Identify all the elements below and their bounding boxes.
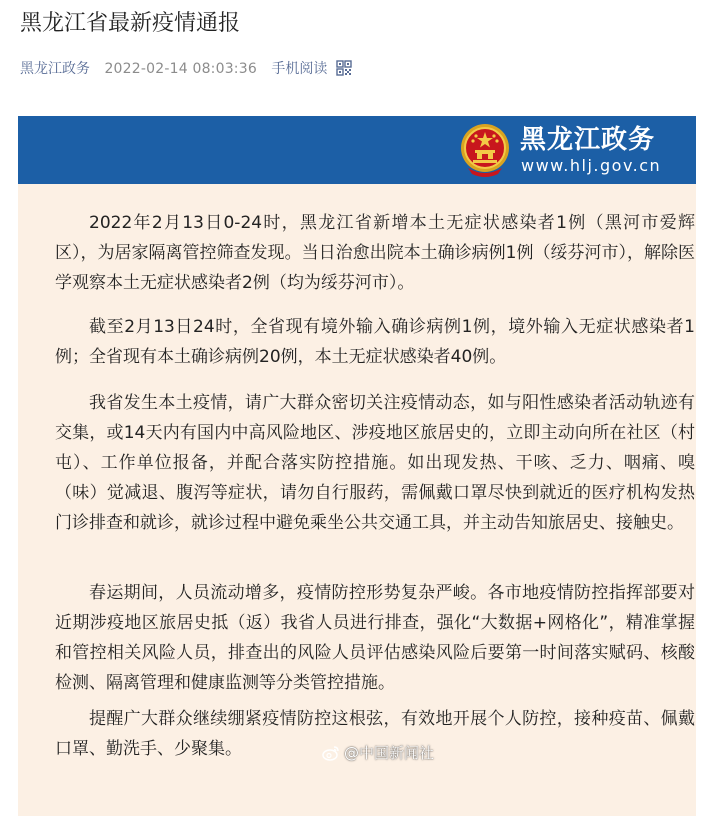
banner-site-name: 黑龙江政务 — [520, 125, 656, 155]
publish-date: 2022-02-14 08:03:36 — [104, 61, 257, 77]
header-banner — [18, 116, 696, 184]
source-watermark — [322, 742, 434, 764]
article-body — [18, 116, 696, 816]
paragraph-current-cases: 截至2月13日24时，全省现有境外输入确诊病例1例，境外输入无症状感染者1例；全省现有本土确诊病例20例，本土无症状感染者40例。 — [55, 317, 695, 367]
watermark-text: @中国新闻社 — [344, 744, 435, 762]
qr-code-icon[interactable] — [336, 60, 352, 76]
weibo-icon — [322, 744, 340, 762]
paragraph-reminder: 提醒广大群众继续绷紧疫情防控这根弦，有效地开展个人防控，接种疫苗、佩戴口罩、勤洗手、少聚集。 — [55, 709, 695, 759]
national-emblem-icon — [458, 122, 512, 178]
banner-site-url: www.hlj.gov.cn — [521, 156, 662, 175]
paragraph-reporting-guidance: 我省发生本土疫情，请广大群众密切关注疫情动态，如与阳性感染者活动轨迹有交集，或14天内有国内中高风险地区、涉疫地区旅居史的，立即主动向所在社区（村屯）、工作单位报备，并配合落实防控措施。如出现发热、干咳、乏力、咽痛、嗅（味）觉减退、腹泻等症状，请勿自行服药，需佩戴口罩尽快到就近的医疗机构发热门诊排查和就诊，就诊过程中避免乘坐公共交通工具，并主动告知旅居史、接触史。 — [55, 393, 695, 533]
account-name-link[interactable]: 黑龙江政务 — [20, 61, 90, 77]
read-on-phone-link[interactable]: 手机阅读 — [271, 61, 328, 77]
paragraph-spring-festival-travel: 春运期间，人员流动增多，疫情防控形势复杂严峻。各市地疫情防控指挥部要对近期涉疫地区旅居史抵（返）我省人员进行排查，强化“大数据+网格化”，精准掌握和管控相关风险人员，排查出的风险人员评估感染风险后要第一时间落实赋码、核酸检测、隔离管理和健康监测等分类管控措施。 — [55, 583, 695, 693]
paragraph-new-cases: 2022年2月13日0-24时，黑龙江省新增本土无症状感染者1例（黑河市爱辉区），为居家隔离管控筛查发现。当日治愈出院本土确诊病例1例（绥芬河市），解除医学观察本土无症状感染者2例（均为绥芬河市）。 — [55, 213, 695, 293]
article-meta — [20, 58, 352, 80]
article-title: 黑龙江省最新疫情通报 — [20, 11, 241, 36]
